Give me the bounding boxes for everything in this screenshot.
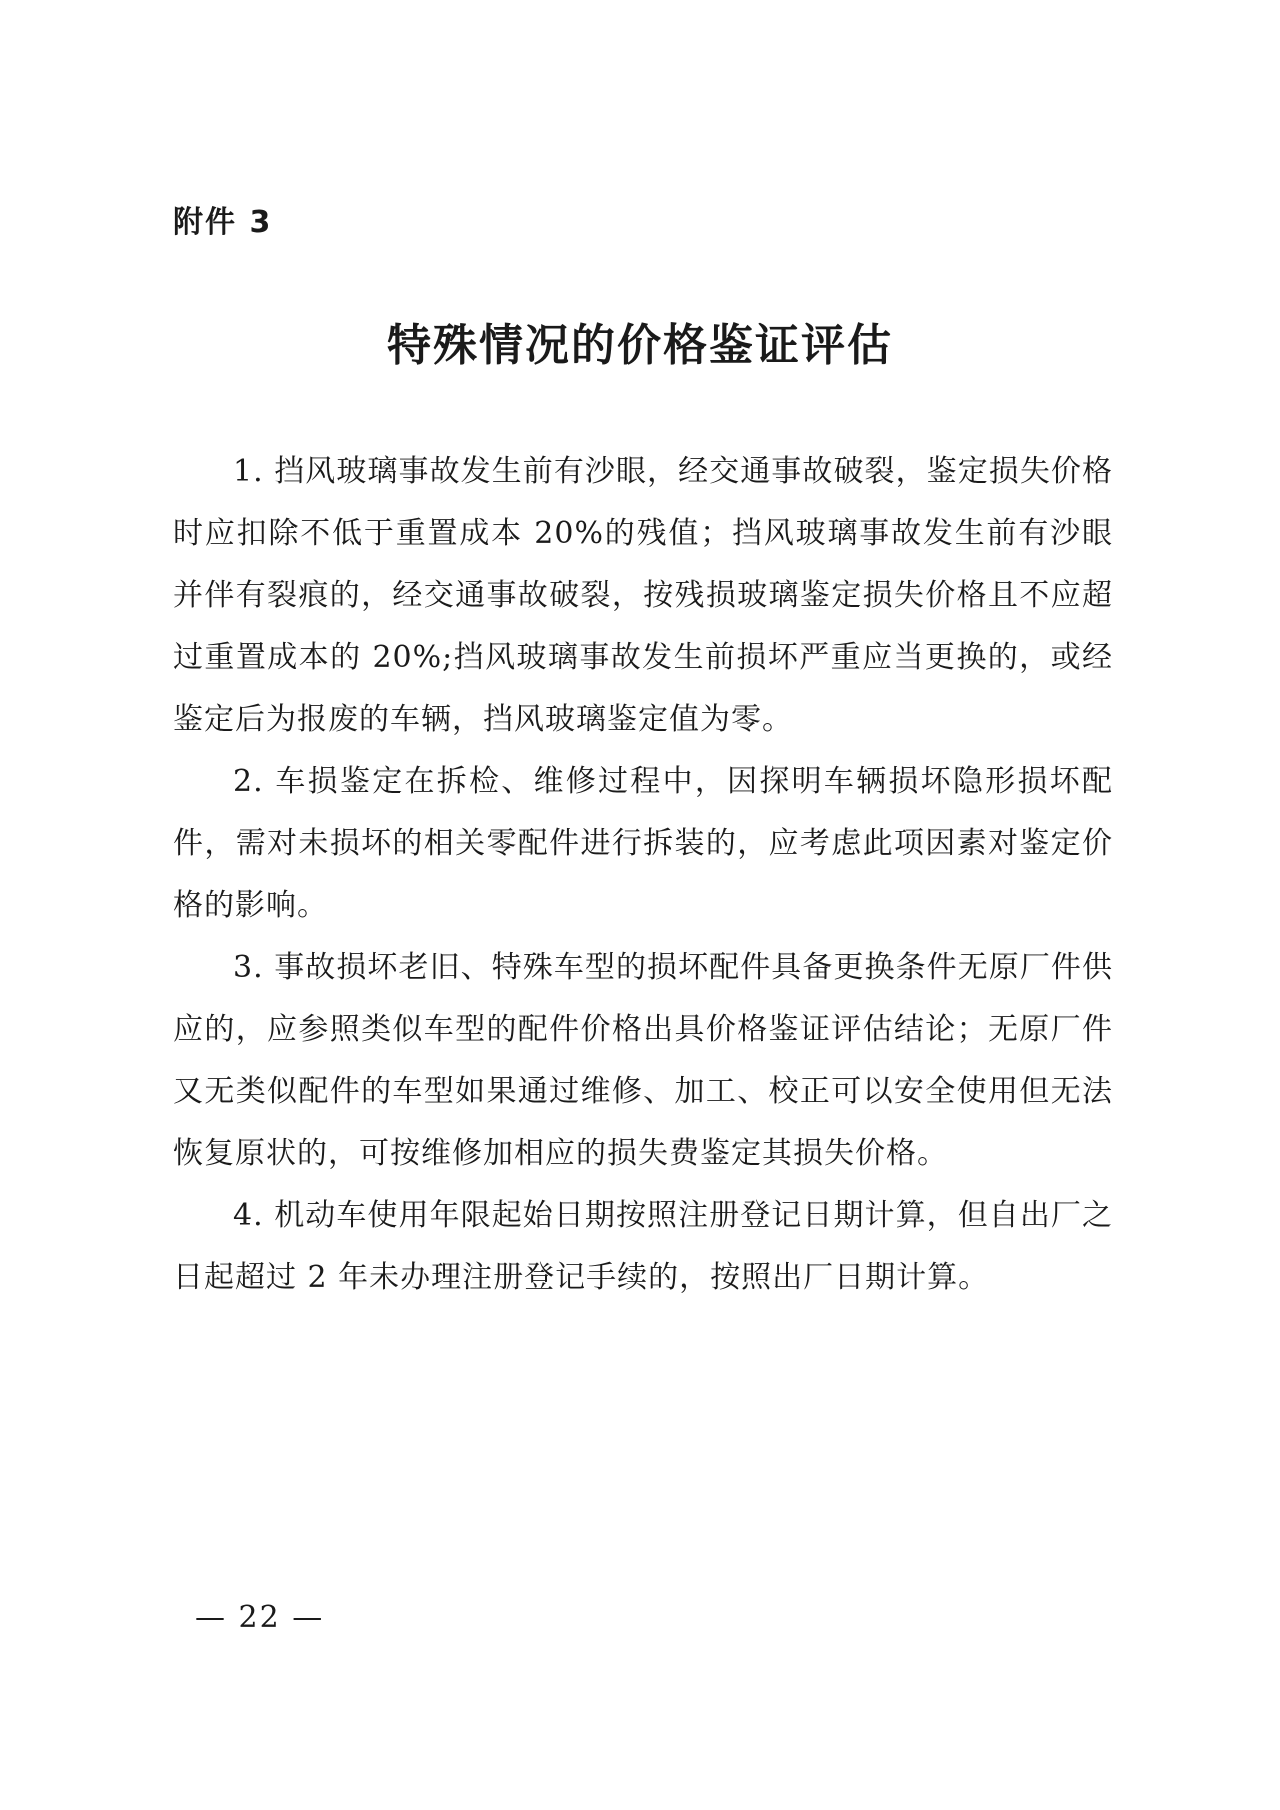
paragraph-3: 3. 事故损坏老旧、特殊车型的损坏配件具备更换条件无原厂件供应的，应参照类似车型的配件价格出具价格鉴证评估结论；无原厂件又无类似配件的车型如果通过维修、加工、校正可以安全使用但无法恢复原状的，可按维修加相应的损失费鉴定其损失价格。 <box>173 950 1113 1171</box>
document-body <box>173 441 1113 1309</box>
page-number: — 22 — <box>195 1600 325 1635</box>
paragraph-2: 2. 车损鉴定在拆检、维修过程中，因探明车辆损坏隐形损坏配件，需对未损坏的相关零配件进行拆装的，应考虑此项因素对鉴定价格的影响。 <box>173 764 1113 923</box>
paragraph-4: 4. 机动车使用年限起始日期按照注册登记日期计算，但自出厂之日起超过 2 年未办理注册登记手续的，按照出厂日期计算。 <box>173 1198 1113 1295</box>
paragraph-1: 1. 挡风玻璃事故发生前有沙眼，经交通事故破裂，鉴定损失价格时应扣除不低于重置成本 20%的残值；挡风玻璃事故发生前有沙眼并伴有裂痕的，经交通事故破裂，按残损玻璃鉴定损失价格且不应超过重置成本的 20%;挡风玻璃事故发生前损坏严重应当更换的，或经鉴定后为报废的车辆，挡风玻璃鉴定值为零。 <box>173 454 1113 737</box>
page-title: 特殊情况的价格鉴证评估 <box>387 320 893 371</box>
attachment-label: 附件 3 <box>173 205 273 240</box>
